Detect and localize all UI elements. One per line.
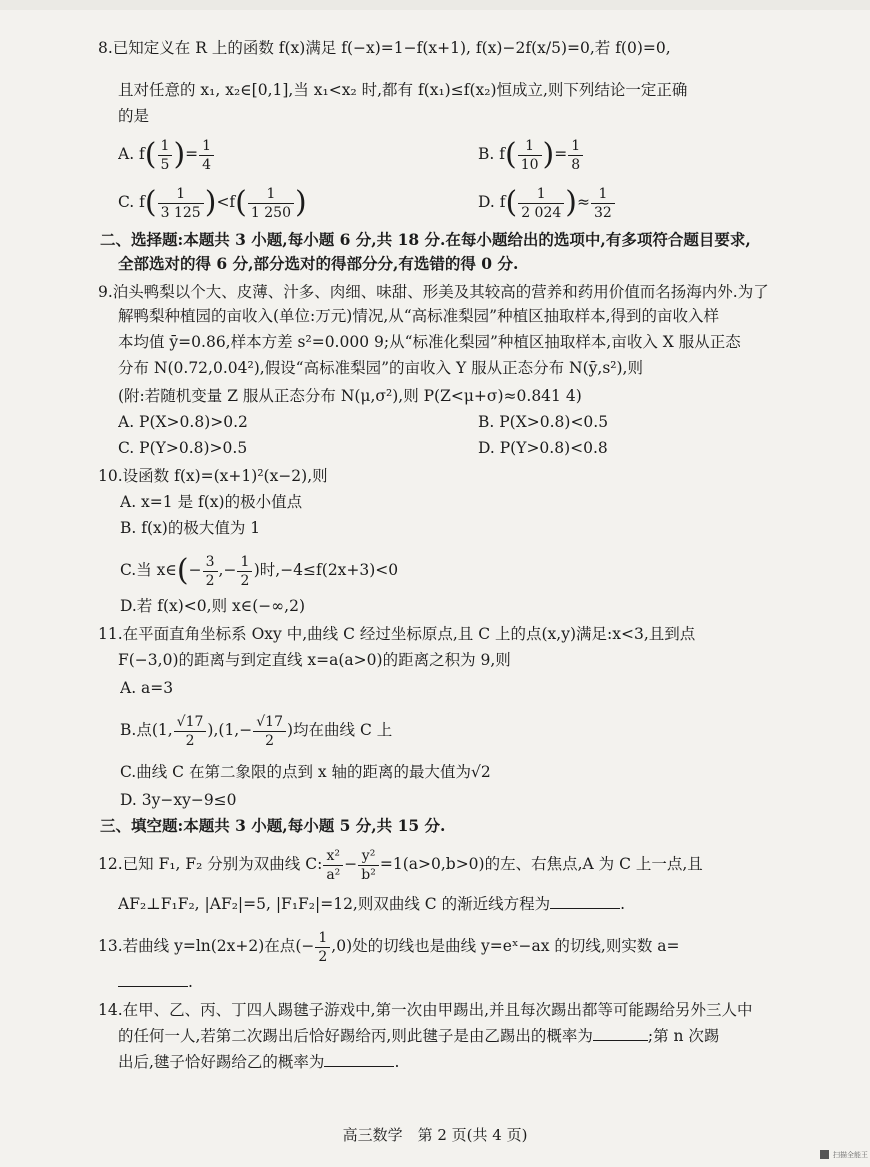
- q8-line-1: 8.已知定义在 R 上的函数 f(x)满足 f(−x)=1−f(x+1), f(x)−2f(x/5)=0,若 f(0)=0,: [98, 39, 671, 57]
- q14-answer-blank-2[interactable]: [324, 1052, 394, 1067]
- q11-option-b: B.点(1, $\frac{√17}{2}$ ),(1,− $\frac{√17}{2}$ )均在曲线 C 上: [120, 713, 393, 749]
- q12-line-1: 12.已知 F₁, F₂ 分别为双曲线 C: $\frac{\text{x²}}{\text{a²}}$ − $\frac{\text{y²}}{\text{b²}}$ =1(a>0,b>0)的左、右焦点,A 为 C 上一点,且: [98, 847, 703, 883]
- q10-option-d: D.若 f(x)<0,则 x∈(−∞,2): [120, 597, 306, 615]
- q11-option-c: C.曲线 C 在第二象限的点到 x 轴的距离的最大值为√2: [120, 763, 491, 781]
- q8-option-b: B. f( $\frac{1}{10}$ )= $\frac{1}{8}$: [478, 132, 778, 176]
- q8-option-c: C. f( $\frac{1}{3 125}$ )<f( $\frac{1}{1 250}$ ): [118, 185, 307, 221]
- q13-answer-blank[interactable]: [118, 972, 188, 987]
- scanner-watermark: 扫描全能王: [833, 1151, 868, 1159]
- q9-option-b: B. P(X>0.8)<0.5: [478, 413, 609, 431]
- q10-option-c: C.当 x∈(− $\frac{3}{2}$ ,− $\frac{1}{2}$ )时,−4≤f(2x+3)<0: [120, 553, 399, 589]
- qr-code-icon: [820, 1150, 829, 1159]
- q13-line-1: 13.若曲线 y=ln(2x+2)在点(− $\frac{1}{2}$ ,0)处的切线也是曲线 y=eˣ−ax 的切线,则实数 a=: [98, 929, 680, 965]
- q10-stem: 10.设函数 f(x)=(x+1)²(x−2),则: [98, 467, 328, 485]
- q9-option-c: C. P(Y>0.8)>0.5: [118, 439, 248, 457]
- q14-answer-blank-1[interactable]: [593, 1026, 648, 1041]
- q11-option-a: A. a=3: [120, 679, 174, 697]
- q11-line-2: F(−3,0)的距离与到定直线 x=a(a>0)的距离之积为 9,则: [118, 651, 511, 669]
- section-2-heading: 二、选择题:本题共 3 小题,每小题 6 分,共 18 分.在每小题给出的选项中,有多项符合题目要求,: [100, 230, 751, 249]
- q9-note: (附:若随机变量 Z 服从正态分布 N(μ,σ²),则 P(Z<μ+σ)≈0.841 4): [118, 387, 582, 405]
- q9-line-1: 9.泊头鸭梨以个大、皮薄、汁多、肉细、味甜、形美及其较高的营养和药用价值而名扬海内外.为了: [98, 283, 769, 301]
- q12-line-2: AF₂⊥F₁F₂, |AF₂|=5, |F₁F₂|=12,则双曲线 C 的渐近线方程为 .: [118, 895, 626, 913]
- q14-line-2: 的任何一人,若第二次踢出后恰好踢给丙,则此毽子是由乙踢出的概率为 ;第 n 次踢: [118, 1027, 720, 1045]
- q9-option-d: D. P(Y>0.8)<0.8: [478, 439, 608, 457]
- q10-option-a: A. x=1 是 f(x)的极小值点: [120, 493, 303, 511]
- q11-line-1: 11.在平面直角坐标系 Oxy 中,曲线 C 经过坐标原点,且 C 上的点(x,y)满足:x<3,且到点: [98, 625, 696, 643]
- q14-line-1: 14.在甲、乙、丙、丁四人踢毽子游戏中,第一次由甲踢出,并且每次踢出都等可能踢给另外三人中: [98, 1001, 753, 1019]
- q9-line-3: 本均值 ȳ=0.86,样本方差 s²=0.000 9;从“标准化梨园”种植区抽取样本,亩收入 X 服从正态: [118, 333, 741, 351]
- q9-line-4: 分布 N(0.72,0.04²),假设“高标准梨园”的亩收入 Y 服从正态分布 N(ȳ,s²),则: [118, 359, 643, 377]
- q12-answer-blank[interactable]: [550, 894, 620, 909]
- q13-line-2: .: [118, 972, 318, 992]
- q9-line-2: 解鸭梨种植园的亩收入(单位:万元)情况,从“高标准梨园”种植区抽取样本,得到的亩收入样: [118, 307, 720, 325]
- q11-option-d: D. 3y−xy−9≤0: [120, 791, 237, 809]
- q10-option-b: B. f(x)的极大值为 1: [120, 519, 261, 537]
- q9-option-a: A. P(X>0.8)>0.2: [118, 413, 248, 431]
- page-footer: 高三数学 第 2 页(共 4 页): [342, 1126, 528, 1144]
- page-top-edge: [0, 0, 870, 10]
- q8-line-2: 且对任意的 x₁, x₂∈[0,1],当 x₁<x₂ 时,都有 f(x₁)≤f(x₂)恒成立,则下列结论一定正确: [118, 81, 688, 99]
- q8-option-a: A. f( $\frac{1}{5}$ )= $\frac{1}{4}$: [118, 132, 418, 176]
- q8-line-3: 的是: [118, 107, 150, 125]
- section-3-heading: 三、填空题:本题共 3 小题,每小题 5 分,共 15 分.: [100, 816, 446, 835]
- section-2-heading-cont: 全部选对的得 6 分,部分选对的得部分分,有选错的得 0 分.: [118, 254, 519, 273]
- q14-line-3: 出后,毽子恰好踢给乙的概率为 .: [118, 1053, 400, 1071]
- q8-option-d: D. f( $\frac{1}{2 024}$ )≈ $\frac{1}{32}$: [478, 180, 798, 224]
